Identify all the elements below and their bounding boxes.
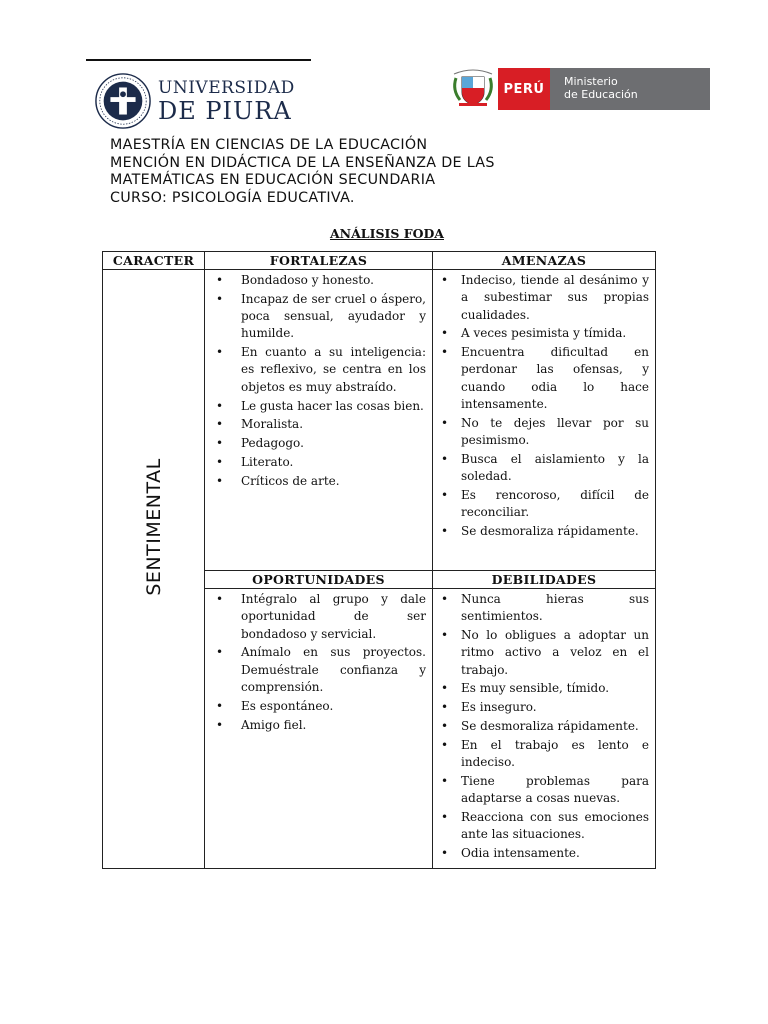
oportunidades-item: • Es espontáneo. — [211, 698, 426, 715]
debilidades-item: • No lo obligues a adoptar un ritmo activo a veloz en el trabajo. — [439, 627, 649, 679]
udep-seal-icon — [94, 72, 152, 130]
heading-line1: MAESTRÍA EN CIENCIAS DE LA EDUCACIÓN — [110, 137, 428, 153]
ministry-line2: de Educación — [564, 88, 638, 101]
debilidades-item: • Es muy sensible, tímido. — [439, 680, 649, 697]
header-rule — [86, 59, 311, 61]
foda-table — [102, 251, 656, 869]
fortalezas-item: • En cuanto a su inteligencia: es reflexivo, se centra en los objetos es muy abstraído. — [211, 344, 426, 396]
amenazas-item: • A veces pesimista y tímida. — [439, 325, 649, 342]
col-header-fortalezas: FORTALEZAS — [205, 252, 433, 270]
ministry-line1: Ministerio — [564, 75, 618, 89]
analysis-title-wrap — [0, 226, 768, 241]
peru-coat-of-arms-icon — [448, 68, 498, 110]
debilidades-list — [433, 589, 655, 868]
fortalezas-cell — [205, 270, 433, 571]
debilidades-item: • Es inseguro. — [439, 699, 649, 716]
debilidades-cell — [433, 589, 656, 869]
oportunidades-list — [205, 589, 432, 739]
udep-name-line1: UNIVERSIDAD — [158, 77, 295, 98]
amenazas-item: • Encuentra dificultad en perdonar las ofensas, y cuando odia lo hace intensamente. — [439, 344, 649, 413]
oportunidades-cell — [205, 589, 433, 869]
fortalezas-item: • Pedagogo. — [211, 435, 426, 452]
fortalezas-list — [205, 270, 432, 496]
debilidades-item: • Se desmoraliza rápidamente. — [439, 718, 649, 735]
oportunidades-item: • Anímalo en sus proyectos. Demuéstrale confianza y comprensión. — [211, 644, 426, 696]
amenazas-item: • Indeciso, tiende al desánimo y a subestimar sus propias cualidades. — [439, 272, 649, 324]
col-header-debilidades: DEBILIDADES — [433, 571, 656, 589]
col-header-caracter: CARACTER — [103, 252, 205, 270]
amenazas-item: • Es rencoroso, difícil de reconciliar. — [439, 487, 649, 522]
fortalezas-item: • Le gusta hacer las cosas bien. — [211, 398, 426, 415]
character-cell — [103, 270, 205, 869]
amenazas-item: • No te dejes llevar por su pesimismo. — [439, 415, 649, 450]
col-header-oportunidades: OPORTUNIDADES — [205, 571, 433, 589]
debilidades-item: • Reacciona con sus emociones ante las situaciones. — [439, 809, 649, 844]
amenazas-item: • Busca el aislamiento y la soledad. — [439, 451, 649, 486]
document-heading — [110, 137, 495, 207]
oportunidades-item: • Intégralo al grupo y dale oportunidad de ser bondadoso y servicial. — [211, 591, 426, 643]
header-row — [103, 252, 656, 270]
oportunidades-item: • Amigo fiel. — [211, 717, 426, 734]
amenazas-item: • Se desmoraliza rápidamente. — [439, 523, 649, 540]
upper-row — [103, 270, 656, 571]
udep-name-line2: DE PIURA — [158, 96, 292, 125]
debilidades-item: • Nunca hieras sus sentimientos. — [439, 591, 649, 626]
fortalezas-item: • Bondadoso y honesto. — [211, 272, 426, 289]
ministry-label — [550, 68, 710, 110]
fortalezas-item: • Moralista. — [211, 416, 426, 433]
udep-logo — [94, 72, 295, 130]
fortalezas-item: • Incapaz de ser cruel o áspero, poca sensual, ayudador y humilde. — [211, 291, 426, 343]
character-label: SENTIMENTAL — [142, 458, 165, 596]
fortalezas-item: • Literato. — [211, 454, 426, 471]
heading-line3: MATEMÁTICAS EN EDUCACIÓN SECUNDARIA — [110, 172, 436, 188]
analysis-title: ANÁLISIS FODA — [329, 226, 444, 241]
debilidades-item: • Odia intensamente. — [439, 845, 649, 862]
debilidades-item: • Tiene problemas para adaptarse a cosas nuevas. — [439, 773, 649, 808]
debilidades-item: • En el trabajo es lento e indeciso. — [439, 737, 649, 772]
heading-line4: CURSO: PSICOLOGÍA EDUCATIVA. — [110, 189, 355, 206]
heading-line2: MENCIÓN EN DIDÁCTICA DE LA ENSEÑANZA DE LAS — [110, 154, 495, 171]
col-header-amenazas: AMENAZAS — [433, 252, 656, 270]
amenazas-cell — [433, 270, 656, 571]
peru-ministry-logo — [448, 68, 710, 110]
amenazas-list — [433, 270, 655, 546]
fortalezas-item: • Críticos de arte. — [211, 473, 426, 490]
peru-label: PERÚ — [498, 68, 550, 110]
